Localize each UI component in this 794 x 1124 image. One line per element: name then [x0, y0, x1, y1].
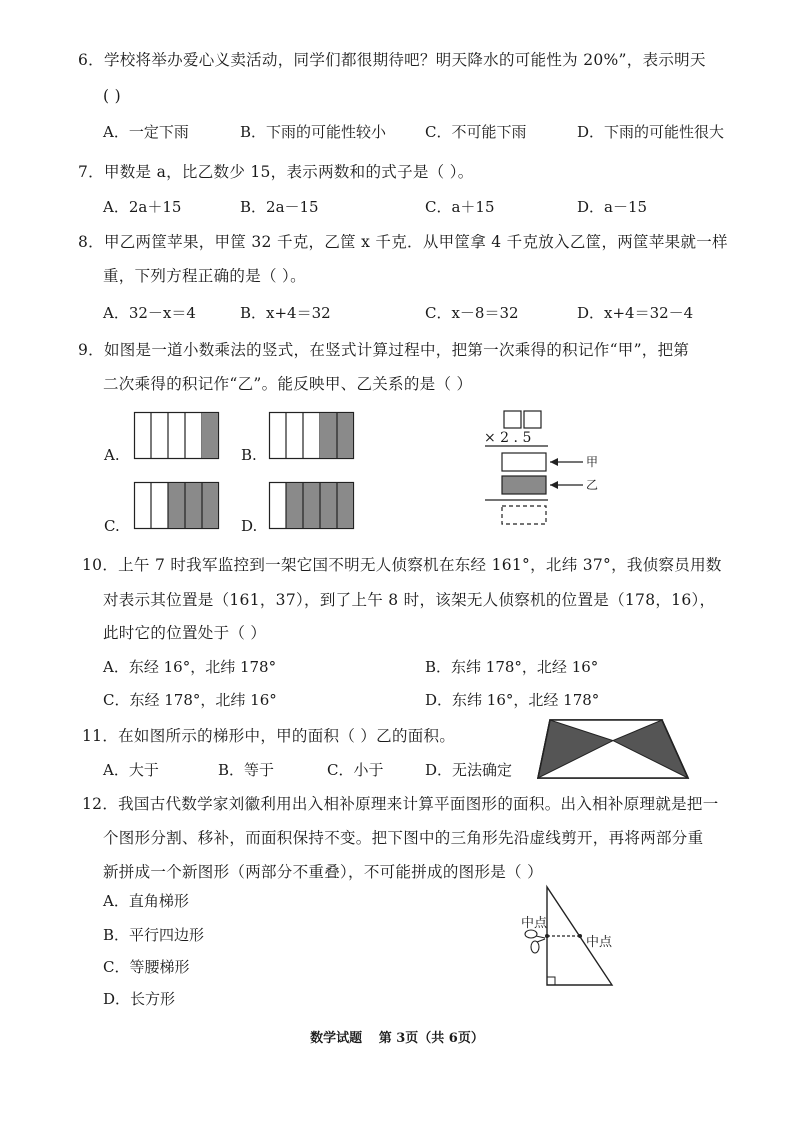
q8-option-d[interactable]: D．x+4＝32－4 [577, 304, 694, 322]
q7-option-a[interactable]: A．2a＋15 [103, 198, 182, 216]
q7-stem-line1: 7．甲数是 a，比乙数少 15，表示两数和的式子是（ ）。 [78, 163, 474, 181]
q12-stem-line2: 个图形分割、移补，而面积保持不变。把下图中的三角形先沿虚线剪开，再将两部分重 [103, 829, 704, 847]
q7-option-d[interactable]: D．a－15 [577, 198, 648, 216]
q10-stem-line2: 对表示其位置是（161，37），到了上午 8 时，该架无人侦察机的位置是（178，16）， [103, 591, 716, 609]
footer-subject: 数学试题 [310, 1031, 363, 1046]
q9-label-jia: 甲 [586, 455, 599, 469]
q6-option-b[interactable]: B．下雨的可能性较小 [240, 123, 387, 141]
q10-option-a[interactable]: A．东经 16°，北纬 178° [103, 658, 277, 676]
q11-option-d[interactable]: D．无法确定 [425, 761, 513, 779]
page-footer [0, 1027, 794, 1046]
q12-option-b[interactable]: B．平行四边形 [103, 926, 205, 944]
q12-option-c[interactable]: C．等腰梯形 [103, 958, 190, 976]
q12-stem-line3: 新拼成一个新图形（两部分不重叠），不可能拼成的图形是（ ） [103, 863, 543, 881]
q9-stem-line2: 二次乘得的积记作“乙”。能反映甲、乙关系的是（ ） [103, 375, 473, 393]
footer-page-number: 第 3页（共 6页） [378, 1031, 484, 1046]
q12-label-midpoint-right: 中点 [586, 935, 613, 950]
q9-option-d-figure [269, 482, 359, 530]
q9-stem-line1: 9．如图是一道小数乘法的竖式，在竖式计算过程中，把第一次乘得的积记作“甲”，把第 [78, 341, 690, 359]
q6-answer-blank: ( ) [103, 87, 121, 105]
q12-label-midpoint-left: 中点 [521, 916, 548, 931]
q10-option-b[interactable]: B．东纬 178°，北经 16° [425, 658, 599, 676]
q11-option-b[interactable]: B．等于 [218, 761, 275, 779]
q8-option-a[interactable]: A．32－x＝4 [103, 304, 196, 322]
q12-option-a[interactable]: A．直角梯形 [103, 892, 189, 910]
q9-multiplication-figure [480, 408, 620, 533]
q6-option-d[interactable]: D．下雨的可能性很大 [577, 123, 725, 141]
scissors-icon [525, 930, 545, 953]
q11-option-a[interactable]: A．大于 [103, 761, 159, 779]
q7-option-b[interactable]: B．2a－15 [240, 198, 319, 216]
q11-option-c[interactable]: C．小于 [327, 761, 384, 779]
q12-option-d[interactable]: D．长方形 [103, 990, 176, 1008]
q8-stem-line2: 重，下列方程正确的是（ ）。 [103, 267, 306, 285]
q9-multiplier-label: × 2 . 5 [484, 430, 532, 446]
q8-option-b[interactable]: B．x+4＝32 [240, 304, 331, 322]
q11-trapezoid-figure [536, 718, 696, 783]
q8-option-c[interactable]: C．x－8＝32 [425, 304, 519, 322]
q10-option-c[interactable]: C．东经 178°，北纬 16° [103, 691, 277, 709]
q9-option-d-label[interactable]: D. [241, 517, 258, 535]
q9-option-c-label[interactable]: C. [104, 517, 120, 535]
q9-option-b-figure [269, 412, 359, 460]
q10-option-d[interactable]: D．东纬 16°，北经 178° [425, 691, 600, 709]
q8-stem-line1: 8．甲乙两筐苹果，甲筐 32 千克，乙筐 x 千克．从甲筐拿 4 千克放入乙筐，两筐苹果就一样 [78, 233, 728, 251]
q6-stem-line1: 6．学校将举办爱心义卖活动，同学们都很期待吧？明天降水的可能性为 20%”，表示明天 [78, 51, 706, 69]
q12-stem-line1: 12．我国古代数学家刘徽利用出入相补原理来计算平面图形的面积。出入相补原理就是把一 [82, 795, 719, 813]
q10-stem-line3: 此时它的位置处于（ ） [103, 624, 267, 642]
q9-option-b-label[interactable]: B. [241, 446, 257, 464]
q9-label-yi: 乙 [586, 478, 599, 492]
q9-option-c-figure [134, 482, 224, 530]
q7-option-c[interactable]: C．a＋15 [425, 198, 495, 216]
q9-option-a-figure [134, 412, 224, 460]
q10-stem-line1: 10．上午 7 时我军监控到一架它国不明无人侦察机在东经 161°，北纬 37°，我侦察员用数 [82, 556, 722, 574]
q6-option-c[interactable]: C．不可能下雨 [425, 123, 527, 141]
q9-option-a-label[interactable]: A. [104, 446, 120, 464]
q6-option-a[interactable]: A．一定下雨 [103, 123, 189, 141]
q11-stem-line1: 11．在如图所示的梯形中，甲的面积（ ）乙的面积。 [82, 727, 456, 745]
